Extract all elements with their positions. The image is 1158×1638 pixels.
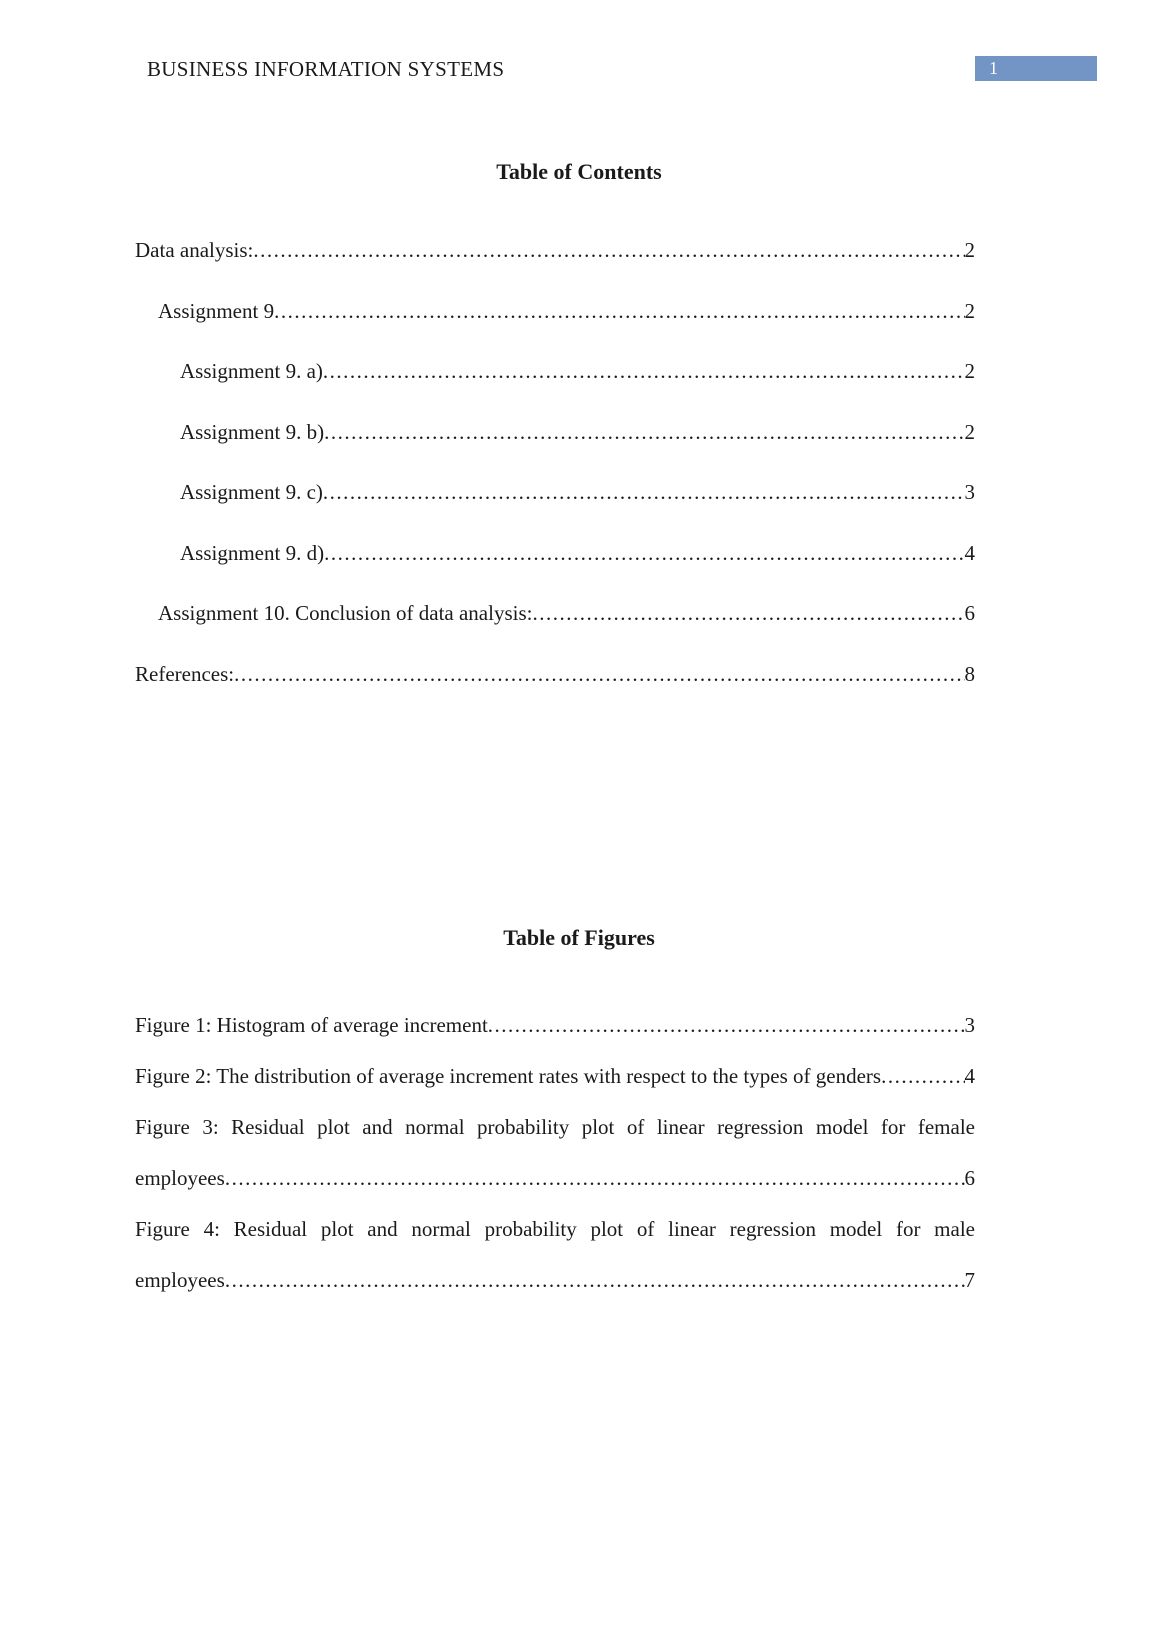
figure-entry[interactable]	[135, 1051, 975, 1102]
toc-entry[interactable]	[135, 644, 975, 705]
figure-entry-line1	[135, 1102, 975, 1153]
toc-entry-label: Data analysis:	[135, 238, 254, 262]
toc-entry-label: Assignment 9	[158, 298, 275, 323]
figure-entry[interactable]	[135, 1204, 975, 1306]
header-title: BUSINESS INFORMATION SYSTEMS	[147, 57, 505, 81]
dot-leader	[234, 644, 964, 705]
dot-leader	[225, 1255, 965, 1306]
toc-entry-label: Assignment 10. Conclusion of data analysis:	[158, 601, 533, 625]
dot-leader	[324, 523, 964, 584]
figure-entry-label: Figure 3: Residual plot and normal probability plot of linear regression model for female	[135, 1115, 975, 1139]
dot-leader	[253, 220, 964, 281]
toc-entry-page: 6	[964, 601, 975, 625]
figure-entry[interactable]	[135, 1000, 975, 1051]
toc-list	[135, 220, 975, 704]
figure-entry-label: Figure 4: Residual plot and normal probability plot of linear regression model for male	[135, 1217, 975, 1241]
figure-entry[interactable]	[135, 1102, 975, 1204]
toc-entry[interactable]	[135, 281, 975, 342]
toc-title: Table of Contents	[496, 159, 662, 184]
toc-entry-label: Assignment 9. a)	[180, 359, 323, 383]
figure-entry-line2	[135, 1153, 975, 1204]
dot-leader	[225, 1153, 965, 1204]
figures-list	[135, 1000, 975, 1306]
dot-leader	[274, 281, 964, 342]
dot-leader	[488, 1000, 965, 1051]
page-number-badge	[975, 56, 1097, 81]
toc-entry-page: 2	[964, 419, 975, 444]
toc-entry-label: References:	[135, 661, 235, 686]
dot-leader	[324, 402, 964, 463]
figure-entry-label-cont: employees	[135, 1166, 225, 1190]
figure-entry-page: 7	[964, 1268, 975, 1292]
figure-entry-page: 6	[964, 1166, 975, 1190]
toc-entry-page: 2	[964, 238, 975, 262]
toc-entry[interactable]	[135, 583, 975, 644]
dot-leader	[532, 583, 964, 644]
dot-leader	[323, 462, 965, 523]
toc-entry[interactable]	[135, 462, 975, 523]
toc-entry-page: 4	[964, 540, 975, 565]
toc-entry-page: 8	[964, 661, 975, 686]
toc-entry-page: 2	[964, 298, 975, 323]
figure-entry-label: Figure 1: Histogram of average increment	[135, 1013, 488, 1037]
dot-leader	[323, 341, 965, 402]
figure-entry-line1	[135, 1204, 975, 1255]
toc-entry-page: 3	[964, 480, 975, 504]
figure-entry-label-cont: employees	[135, 1268, 225, 1292]
figure-entry-label: Figure 2: The distribution of average increment rates with respect to the types of genders	[135, 1064, 882, 1088]
toc-entry-label: Assignment 9. d)	[180, 540, 325, 565]
toc-entry-label: Assignment 9. b)	[180, 419, 325, 444]
page-number: 1	[989, 58, 998, 78]
toc-entry-page: 2	[964, 359, 975, 383]
toc-entry-label: Assignment 9. c)	[180, 480, 323, 504]
figure-entry-page: 4	[964, 1064, 975, 1088]
toc-entry[interactable]	[135, 402, 975, 463]
toc-entry[interactable]	[135, 341, 975, 402]
toc-entry[interactable]	[135, 220, 975, 281]
toc-entry[interactable]	[135, 523, 975, 584]
figure-entry-page: 3	[964, 1013, 975, 1037]
figure-entry-line2	[135, 1255, 975, 1306]
figures-title: Table of Figures	[503, 925, 655, 950]
dot-leader	[881, 1051, 964, 1102]
